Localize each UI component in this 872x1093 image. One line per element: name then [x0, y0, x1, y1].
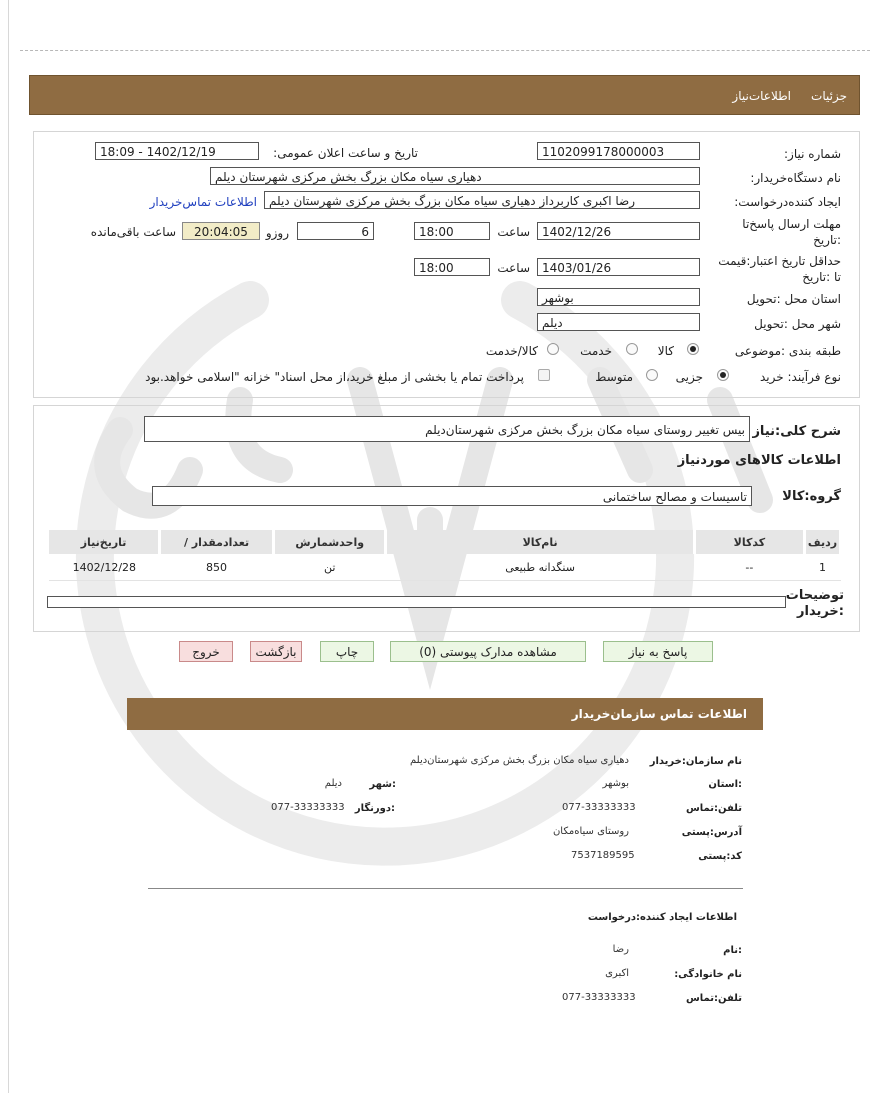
org-phone-label: تلفن:تماس: [685, 803, 742, 814]
exit-button[interactable]: خروج: [179, 641, 233, 662]
tab-need-info[interactable]: اطلاعات‌نیاز: [732, 89, 791, 103]
remaining-time-label: ساعت باقی‌مانده: [90, 225, 176, 239]
validity-label-2: تا :تاریخ: [802, 270, 841, 284]
org-name-value: دهیاری سیاه مکان بزرگ بخش مرکزی شهرستان‌دیلم: [409, 755, 629, 766]
city-label: شهر محل :تحویل: [754, 317, 841, 331]
buyer-notes-label-2: :خریدار: [797, 604, 844, 619]
creator-family-label: نام خانوادگی:: [674, 969, 742, 980]
days-field: 6: [297, 222, 374, 240]
validity-time-field: 18:00: [414, 258, 490, 276]
need-number-field: 1102099178000003: [537, 142, 700, 160]
province-label: استان محل :تحویل: [746, 292, 841, 306]
cell-row-number: 1: [805, 554, 841, 581]
required-items-title: اطلاعات کالاهای موردنیاز: [677, 453, 841, 468]
org-fax-label: :دورنگار: [354, 803, 395, 814]
buyer-org-label: نام دستگاه‌خریدار:: [750, 171, 841, 185]
category-goods-radio[interactable]: [687, 343, 699, 355]
view-attachments-button[interactable]: مشاهده مدارک پیوستی (0): [390, 641, 586, 662]
deadline-label-2: :تاریخ: [813, 233, 841, 247]
cell-need-date: 1402/12/28: [49, 554, 160, 581]
org-address-value: روستای سیاه‌مکان: [552, 826, 629, 837]
deadline-label: مهلت ارسال پاسخ‌تا: [742, 217, 841, 231]
goods-group-label: گروه:کالا: [782, 489, 841, 504]
section-divider: [148, 888, 743, 889]
buyer-org-field: دهیاری سیاه مکان بزرگ بخش مرکزی شهرستان دیلم: [210, 167, 700, 185]
table-row: [49, 554, 841, 581]
buyer-notes-field: [47, 596, 786, 608]
org-fax-value: 077-33333333: [271, 802, 345, 813]
cell-item-name: سنگدانه طبیعی: [386, 554, 694, 581]
creator-info-title: اطلاعات ایجاد کننده:درخواست: [587, 912, 737, 923]
buyer-contact-link[interactable]: اطلاعات تماس‌خریدار: [149, 195, 257, 209]
top-dashed-divider: [20, 50, 870, 51]
deadline-date-field: 1402/12/26: [537, 222, 700, 240]
items-table: [49, 530, 842, 581]
creator-phone-value: 077-33333333: [562, 992, 636, 1003]
col-item-code: کدکالا: [694, 530, 804, 554]
org-province-label: :استان: [708, 779, 742, 790]
col-item-name: نام‌کالا: [386, 530, 694, 554]
creator-name-value: رضا: [612, 944, 629, 955]
org-province-value: بوشهر: [602, 778, 629, 789]
process-medium-radio[interactable]: [646, 369, 658, 381]
org-contact-title: اطلاعات تماس سازمان‌خریدار: [571, 707, 747, 721]
print-button[interactable]: چاپ: [320, 641, 374, 662]
announce-datetime-field: 1402/12/19 - 18:09: [95, 142, 259, 160]
treasury-payment-label: پرداخت تمام یا بخشی از مبلغ خرید،از محل اسناد" خزانه "اسلامی خواهد.بود: [145, 370, 524, 384]
back-button[interactable]: بازگشت: [250, 641, 302, 662]
process-partial-radio[interactable]: [717, 369, 729, 381]
creator-field: رضا اکبری کاربرداز دهیاری سیاه مکان بزرگ بخش مرکزی شهرستان دیلم: [264, 191, 700, 209]
category-label: طبقه بندی :موضوعی: [734, 344, 841, 358]
category-goods-service-label: کالا/خدمت: [485, 344, 538, 358]
goods-group-field: تاسیسات و مصالح ساختمانی: [152, 486, 752, 506]
col-unit: واحدشمارش: [273, 530, 386, 554]
org-name-label: نام سازمان:خریدار: [649, 756, 742, 767]
validity-date-field: 1403/01/26: [537, 258, 700, 276]
general-description-label: شرح کلی:نیاز: [752, 424, 841, 439]
category-service-radio[interactable]: [626, 343, 638, 355]
col-quantity: / تعدادمقدار: [160, 530, 274, 554]
days-label: روزو: [265, 226, 289, 240]
org-postal-value: 7537189595: [571, 850, 635, 861]
validity-label: حداقل تاریخ اعتبار:قیمت: [718, 254, 841, 268]
org-address-label: آدرس:پستی: [681, 827, 742, 838]
cell-unit: تن: [273, 554, 386, 581]
treasury-payment-checkbox[interactable]: [538, 369, 550, 381]
need-number-label: شماره نیاز:: [784, 147, 841, 161]
cell-quantity: 850: [160, 554, 274, 581]
org-phone-value: 077-33333333: [562, 802, 636, 813]
process-medium-label: متوسط: [595, 370, 633, 384]
creator-phone-label: تلفن:تماس: [685, 993, 742, 1004]
creator-family-value: اکبری: [605, 968, 629, 979]
province-field: بوشهر: [537, 288, 700, 306]
col-need-date: تاریخ‌نیاز: [49, 530, 160, 554]
deadline-time-label: ساعت: [497, 225, 530, 239]
page-header-bar: [29, 75, 860, 115]
left-border-line: [8, 0, 9, 1093]
general-description-field: بیس تغییر روستای سیاه مکان بزرگ بخش مرکزی شهرستان‌دیلم: [144, 416, 750, 442]
reply-button[interactable]: پاسخ به نیاز: [603, 641, 713, 662]
creator-label: ایجاد کننده‌درخواست:: [734, 195, 841, 209]
process-type-label: نوع فرآیند: خرید: [760, 370, 841, 384]
org-contact-header: [127, 698, 763, 730]
col-row-number: ردیف: [805, 530, 841, 554]
process-partial-label: جزیی: [675, 370, 703, 384]
remaining-time-counter: 20:04:05: [182, 222, 260, 240]
org-postal-label: کد:پستی: [698, 851, 742, 862]
buyer-notes-label: توضیحات: [785, 588, 844, 603]
city-field: دیلم: [537, 313, 700, 331]
cell-item-code: --: [694, 554, 804, 581]
announce-label: تاریخ و ساعت اعلان عمومی:: [273, 146, 418, 160]
tab-details[interactable]: جزئیات: [811, 89, 847, 103]
category-goods-label: کالا: [657, 344, 674, 358]
deadline-time-field: 18:00: [414, 222, 490, 240]
category-service-label: خدمت: [580, 344, 612, 358]
creator-name-label: :نام: [723, 945, 742, 956]
org-city-label: :شهر: [369, 779, 396, 790]
org-city-value: دیلم: [324, 778, 342, 789]
category-goods-service-radio[interactable]: [547, 343, 559, 355]
validity-time-label: ساعت: [497, 261, 530, 275]
